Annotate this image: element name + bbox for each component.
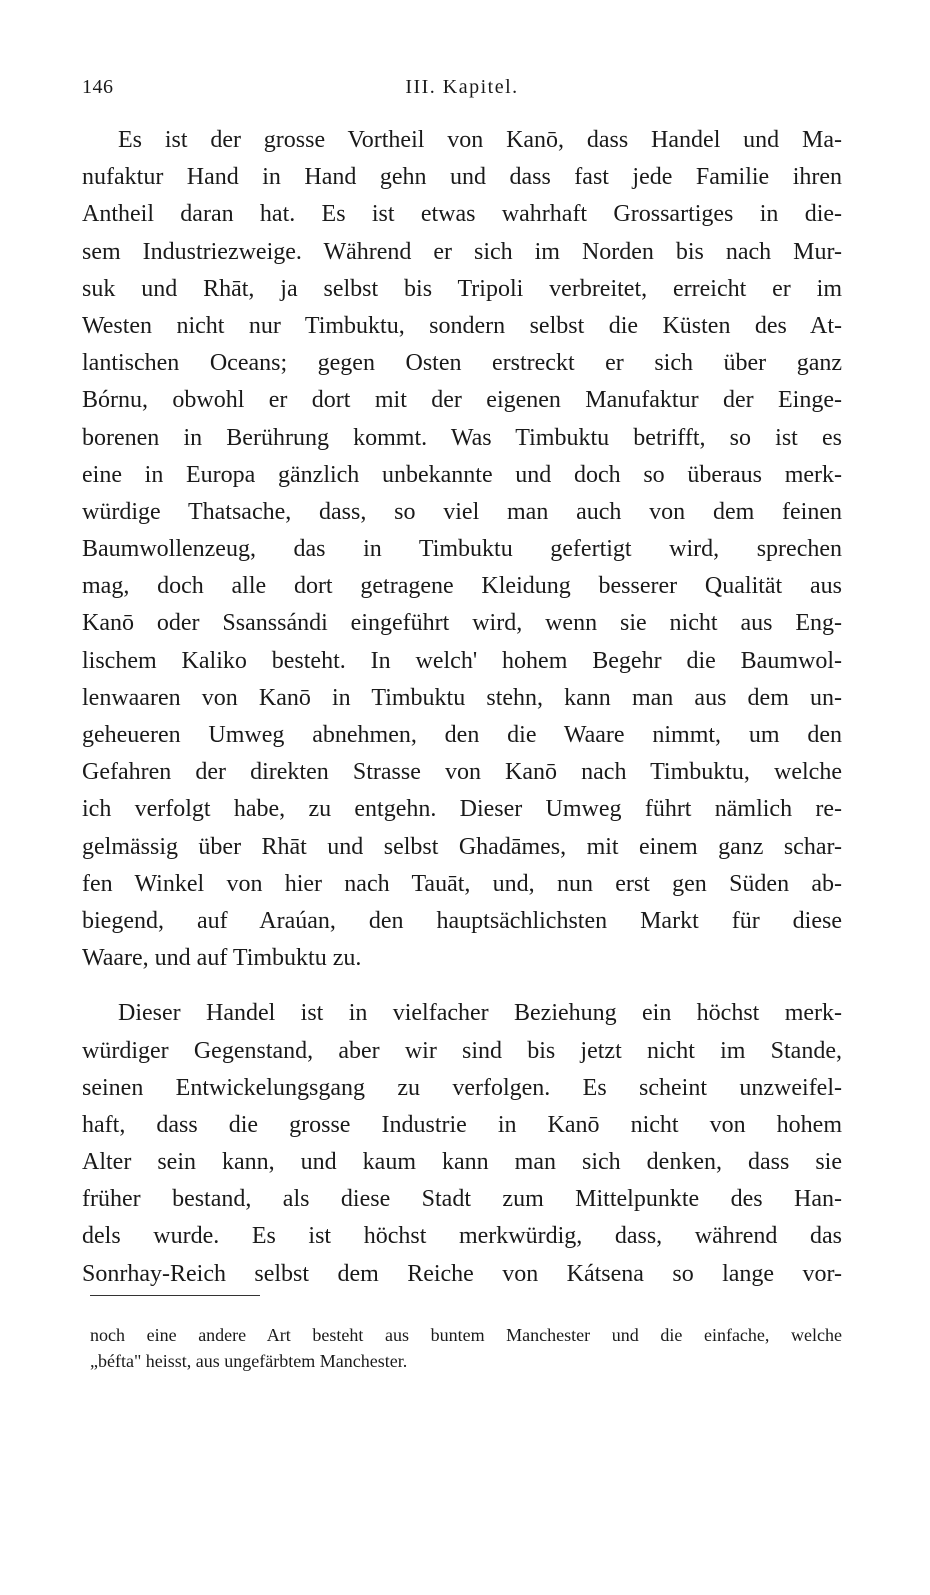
text-line: ich verfolgt habe, zu entgehn. Dieser Umweg führt nämlich re- [82, 796, 842, 823]
text-line: Waare, und auf Timbuktu zu. [82, 945, 362, 972]
chapter-heading: III. Kapitel. [405, 76, 519, 98]
text-line: geheueren Umweg abnehmen, den die Waare nimmt, um den [82, 722, 842, 748]
body-text [82, 122, 842, 1293]
text-line: eine in Europa gänzlich unbekannte und doch so überaus merk- [82, 461, 842, 488]
text-line: Kanō oder Ssanssándi eingeführt wird, wenn sie nicht aus Eng- [82, 610, 842, 637]
footnote-line: noch eine andere Art besteht aus buntem Manchester und die einfache, welche [90, 1325, 842, 1345]
text-line: fen Winkel von hier nach Tauāt, und, nun erst gen Süden ab- [82, 870, 842, 897]
paragraph-gap [82, 977, 842, 995]
text-line: Es ist der grosse Vortheil von Kanō, dass Handel und Ma- [118, 127, 842, 153]
text-line: früher bestand, als diese Stadt zum Mittelpunkte des Han- [82, 1186, 842, 1213]
text-line: gelmässig über Rhāt und selbst Ghadāmes, mit einem ganz schar- [82, 833, 842, 860]
text-line: biegend, auf Araúan, den hauptsächlichsten Markt für diese [82, 907, 842, 934]
text-line: Bórnu, obwohl er dort mit der eigenen Manufaktur der Einge- [82, 387, 842, 414]
paragraph-2 [82, 995, 842, 1293]
text-line: Gefahren der direkten Strasse von Kanō nach Timbuktu, welche [82, 759, 842, 786]
text-line: mag, doch alle dort getragene Kleidung besserer Qualität aus [82, 573, 842, 600]
text-line: borenen in Berührung kommt. Was Timbuktu betrifft, so ist es [82, 424, 842, 451]
running-head [82, 76, 842, 104]
text-line: würdige Thatsache, dass, so viel man auch von dem feinen [82, 498, 842, 525]
text-line: seinen Entwickelungsgang zu verfolgen. Es scheint unzweifel- [82, 1074, 842, 1101]
page-number: 146 [82, 76, 114, 98]
text-line: Alter sein kann, und kaum kann man sich denken, dass sie [82, 1149, 842, 1176]
text-line: Dieser Handel ist in vielfacher Beziehung ein höchst merk- [118, 1000, 842, 1027]
text-line: lenwaaren von Kanō in Timbuktu stehn, kann man aus dem un- [82, 684, 842, 711]
text-line: würdiger Gegenstand, aber wir sind bis jetzt nicht im Stande, [82, 1037, 842, 1064]
footnote [90, 1322, 842, 1374]
paragraph-1 [82, 122, 842, 977]
text-line: haft, dass die grosse Industrie in Kanō nicht von hohem [82, 1111, 842, 1138]
text-line: Westen nicht nur Timbuktu, sondern selbst die Küsten des At- [82, 312, 842, 339]
text-line: suk und Rhāt, ja selbst bis Tripoli verbreitet, erreicht er im [82, 275, 842, 302]
text-line: lischem Kaliko besteht. In welch' hohem Begehr die Baumwol- [82, 647, 842, 674]
text-line: nufaktur Hand in Hand gehn und dass fast jede Familie ihren [82, 164, 842, 191]
footnote-line: „béfta" heisst, aus ungefärbtem Manchester. [90, 1351, 408, 1371]
text-line: sem Industriezweige. Während er sich im Norden bis nach Mur- [82, 238, 842, 265]
text-line: lantischen Oceans; gegen Osten erstreckt er sich über ganz [82, 350, 842, 377]
text-line: Antheil daran hat. Es ist etwas wahrhaft Grossartiges in die- [82, 201, 842, 228]
footnote-rule [90, 1295, 260, 1296]
text-line: dels wurde. Es ist höchst merkwürdig, dass, während das [82, 1223, 842, 1250]
text-line: Sonrhay-Reich selbst dem Reiche von Kátsena so lange vor- [82, 1260, 842, 1287]
text-line: Baumwollenzeug, das in Timbuktu gefertigt wird, sprechen [82, 536, 842, 563]
